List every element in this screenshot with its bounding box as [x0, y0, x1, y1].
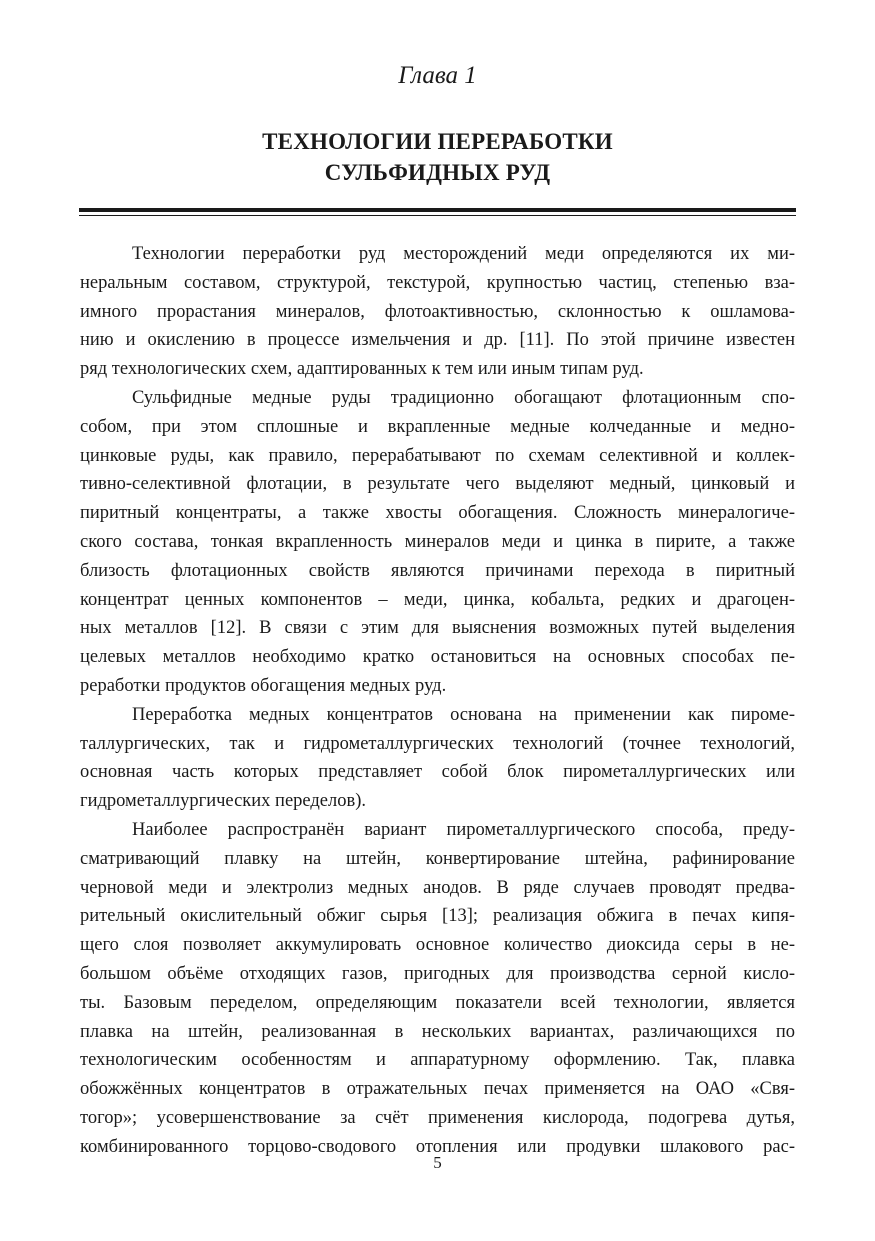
- text-line: основная часть которых представляет собой блок пирометаллургических или: [80, 762, 795, 783]
- text-line: Наиболее распространён вариант пирометаллургического способа, преду-: [132, 819, 795, 840]
- text-line: большом объёме отходящих газов, пригодных для производства серной кисло-: [80, 963, 795, 984]
- page-number: 5: [433, 1153, 442, 1172]
- text-line: собом, при этом сплошные и вкрапленные медные колчеданные и медно-: [80, 416, 795, 437]
- text-line: черновой меди и электролиз медных анодов. В ряде случаев проводят предва-: [80, 877, 795, 898]
- text-line: неральным составом, структурой, текстурой, крупностью частиц, степенью вза-: [80, 272, 795, 293]
- paragraph: [80, 816, 795, 1162]
- text-line: комбинированного торцово-сводового отопления или продувки шлакового рас-: [80, 1136, 795, 1157]
- body-text: [80, 240, 795, 1162]
- title-rule-thin: [79, 215, 796, 216]
- text-line: щего слоя позволяет аккумулировать основное количество диоксида серы в не-: [80, 935, 795, 956]
- text-line: цинковые руды, как правило, перерабатывают по схемам селективной и коллек-: [80, 445, 795, 466]
- text-line: рительный окислительный обжиг сырья [13]; реализация обжига в печах кипя-: [80, 906, 795, 927]
- text-line: сматривающий плавку на штейн, конвертирование штейна, рафинирование: [80, 848, 795, 869]
- text-line: Сульфидные медные руды традиционно обогащают флотационным спо-: [132, 387, 795, 408]
- text-line: ты. Базовым переделом, определяющим показатели всей технологии, является: [80, 992, 795, 1013]
- title-rule-thick: [79, 208, 796, 212]
- text-line: нию и окислению в процессе измельчения и др. [11]. По этой причине известен: [80, 330, 795, 351]
- text-line: гидрометаллургических переделов).: [80, 791, 367, 812]
- text-line: обожжённых концентратов в отражательных печах применяется на ОАО «Свя-: [80, 1079, 795, 1100]
- text-line: имного прорастания минералов, флотоактивностью, склонностью к ошламова-: [80, 301, 795, 322]
- paragraph: [80, 240, 795, 384]
- text-line: ряд технологических схем, адаптированных к тем или иным типам руд.: [80, 359, 644, 380]
- text-line: плавка на штейн, реализованная в нескольких вариантах, различающихся по: [80, 1021, 795, 1042]
- text-line: ных металлов [12]. В связи с этим для выяснения возможных путей выделения: [80, 618, 795, 639]
- text-line: ского состава, тонкая вкрапленность минералов меди и цинка в пирите, а также: [80, 531, 795, 552]
- text-line: целевых металлов необходимо кратко остановиться на основных способах пе-: [80, 647, 795, 668]
- text-line: близость флотационных свойств являются причинами перехода в пиритный: [80, 560, 795, 581]
- text-line: Технологии переработки руд месторождений меди определяются их ми-: [132, 244, 795, 264]
- text-line: концентрат ценных компонентов – меди, цинка, кобальта, редких и драгоцен-: [80, 589, 795, 610]
- paragraph: [80, 701, 795, 816]
- text-line: пиритный концентраты, а также хвосты обогащения. Сложность минералогиче-: [80, 503, 795, 524]
- chapter-title: [0, 126, 875, 188]
- text-line: технологическим особенностям и аппаратурному оформлению. Так, плавка: [80, 1050, 795, 1071]
- chapter-title-line: ТЕХНОЛОГИИ ПЕРЕРАБОТКИ: [262, 129, 613, 154]
- text-line: таллургических, так и гидрометаллургических технологий (точнее технологий,: [80, 733, 795, 754]
- chapter-title-line: СУЛЬФИДНЫХ РУД: [324, 160, 551, 185]
- chapter-label: Глава 1: [398, 62, 477, 89]
- text-line: тогор»; усовершенствование за счёт применения кислорода, подогрева дутья,: [80, 1107, 795, 1128]
- text-line: Переработка медных концентратов основана на применении как пироме-: [132, 704, 795, 725]
- paragraph: [80, 384, 795, 701]
- text-line: тивно-селективной флотации, в результате чего выделяют медный, цинковый и: [80, 474, 795, 495]
- text-line: реработки продуктов обогащения медных руд.: [80, 675, 447, 696]
